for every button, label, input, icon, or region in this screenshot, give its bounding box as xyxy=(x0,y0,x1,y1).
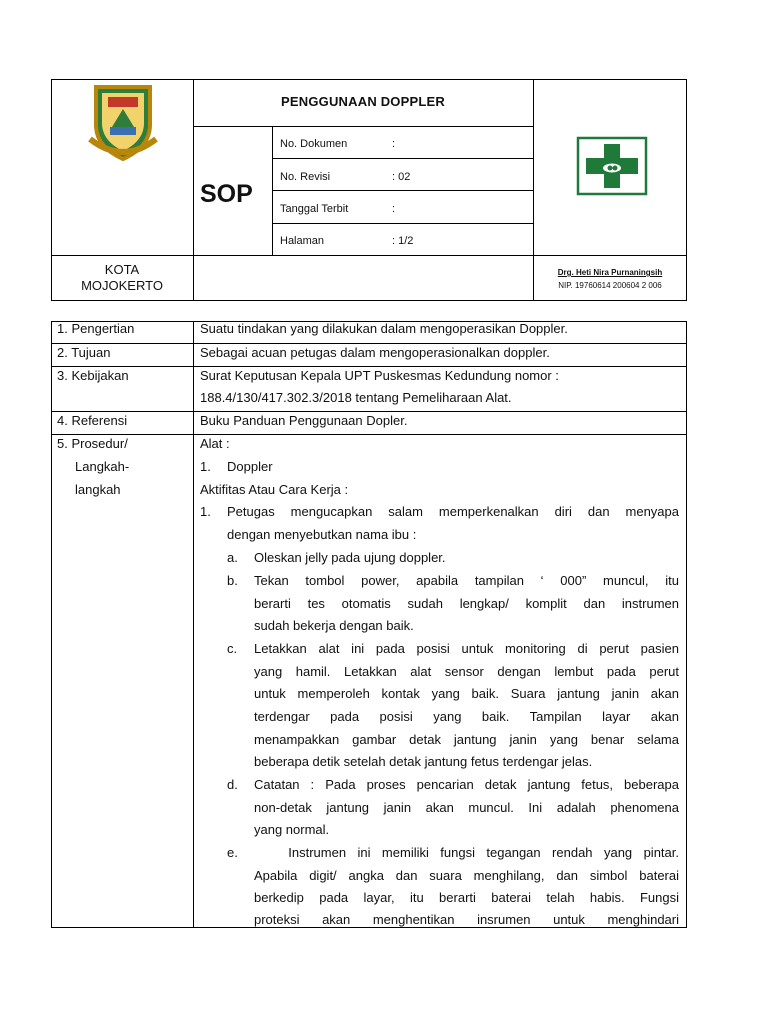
field-label-no-dokumen: No. Dokumen xyxy=(280,138,348,150)
field-value-no-revisi: : 02 xyxy=(392,171,411,183)
aktifitas-heading: Aktifitas Atau Cara Kerja : xyxy=(200,482,349,497)
field-value-tanggal-terbit: : xyxy=(392,203,396,215)
field-label-tanggal-terbit: Tanggal Terbit xyxy=(280,203,349,215)
alat-heading: Alat : xyxy=(200,436,230,451)
substep-c-line3: untuk memperoleh kontak yang baik. Suara jantung janin akan xyxy=(254,686,679,701)
label-prosedur-3: langkah xyxy=(75,482,121,497)
field-label-halaman: Halaman xyxy=(280,235,325,247)
city-emblem-logo xyxy=(86,81,160,163)
substep-a-line1: Oleskan jelly pada ujung doppler. xyxy=(254,550,446,565)
label-tujuan: 2. Tujuan xyxy=(57,345,111,360)
signer-nip: NIP. 19760614 200604 2 006 xyxy=(558,281,662,290)
label-kebijakan: 3. Kebijakan xyxy=(57,368,129,383)
text-kebijakan-1: Surat Keputusan Kepala UPT Puskesmas Kedundung nomor : xyxy=(200,368,559,383)
alat-item-doppler: Doppler xyxy=(227,459,273,474)
step1-line1: Petugas mengucapkan salam memperkenalkan diri dan menyapa xyxy=(227,504,679,519)
substep-e-line3: berkedip pada layar, itu berarti baterai telah habis. Fungsi xyxy=(254,890,679,905)
substep-b-line1: Tekan tombol power, apabila tampilan ‘ 000” muncul, itu xyxy=(254,573,679,588)
substep-b-line2: berarti tes otomatis sudah lengkap/ komplit dan instrumen xyxy=(254,596,679,611)
sop-label: SOP xyxy=(200,180,253,208)
document-title: PENGGUNAAN DOPPLER xyxy=(281,94,445,109)
label-pengertian: 1. Pengertian xyxy=(57,321,135,336)
org-name-line2: MOJOKERTO xyxy=(81,278,163,293)
substep-c-mark: c. xyxy=(227,641,238,656)
substep-b-line3: sudah bekerja dengan baik. xyxy=(254,618,414,633)
field-value-no-dokumen: : xyxy=(392,138,396,150)
substep-c-line6: beberapa detik setelah detak jantung fetus terdengar jelas. xyxy=(254,754,593,769)
substep-c-line2: yang hamil. Letakkan alat sensor dengan lembut pada perut xyxy=(254,664,679,679)
substep-e-line4: proteksi akan menghentikan insrumen untuk menghindari xyxy=(254,912,679,927)
substep-c-line5: menampakkan gambar detak jantung janin yang benar selama xyxy=(254,732,679,747)
substep-e-mark: e. xyxy=(227,845,238,860)
text-referensi: Buku Panduan Penggunaan Dopler. xyxy=(200,413,408,428)
alat-item-number: 1. xyxy=(200,459,211,474)
org-name-line1: KOTA xyxy=(104,262,140,277)
text-tujuan: Sebagai acuan petugas dalam mengoperasionalkan doppler. xyxy=(200,345,550,360)
label-referensi: 4. Referensi xyxy=(57,413,128,428)
signer-name: Drg. Heti Nira Purnaningsih xyxy=(557,268,663,277)
text-pengertian: Suatu tindakan yang dilakukan dalam mengoperasikan Doppler. xyxy=(200,321,568,336)
field-value-halaman: : 1/2 xyxy=(392,235,414,247)
field-label-no-revisi: No. Revisi xyxy=(280,171,331,183)
label-prosedur-2: Langkah- xyxy=(75,459,130,474)
substep-d-line3: yang normal. xyxy=(254,822,330,837)
text-kebijakan-2: 188.4/130/417.302.3/2018 tentang Pemeliharaan Alat. xyxy=(200,390,512,405)
puskesmas-logo xyxy=(576,136,648,196)
substep-d-line2: non-detak jantung janin akan muncul. Ini adalah phenomena xyxy=(254,800,679,815)
substep-c-line4: terdengar pada posisi yang baik. Tampilan layar akan xyxy=(254,709,679,724)
substep-b-mark: b. xyxy=(227,573,238,588)
substep-d-line1: Catatan : Pada proses pencarian detak jantung fetus, beberapa xyxy=(254,777,679,792)
substep-d-mark: d. xyxy=(227,777,238,792)
label-prosedur-1: 5. Prosedur/ xyxy=(57,436,128,451)
substep-e-line1: Instrumen ini memiliki fungsi tegangan rendah yang pintar. xyxy=(254,845,679,860)
step1-line2: dengan menyebutkan nama ibu : xyxy=(227,527,417,542)
step1-number: 1. xyxy=(200,504,211,519)
substep-e-line2: Apabila digit/ angka dan suara menghilang, dan simbol baterai xyxy=(254,868,679,883)
substep-a-mark: a. xyxy=(227,550,238,565)
substep-c-line1: Letakkan alat ini pada posisi untuk monitoring di perut pasien xyxy=(254,641,679,656)
